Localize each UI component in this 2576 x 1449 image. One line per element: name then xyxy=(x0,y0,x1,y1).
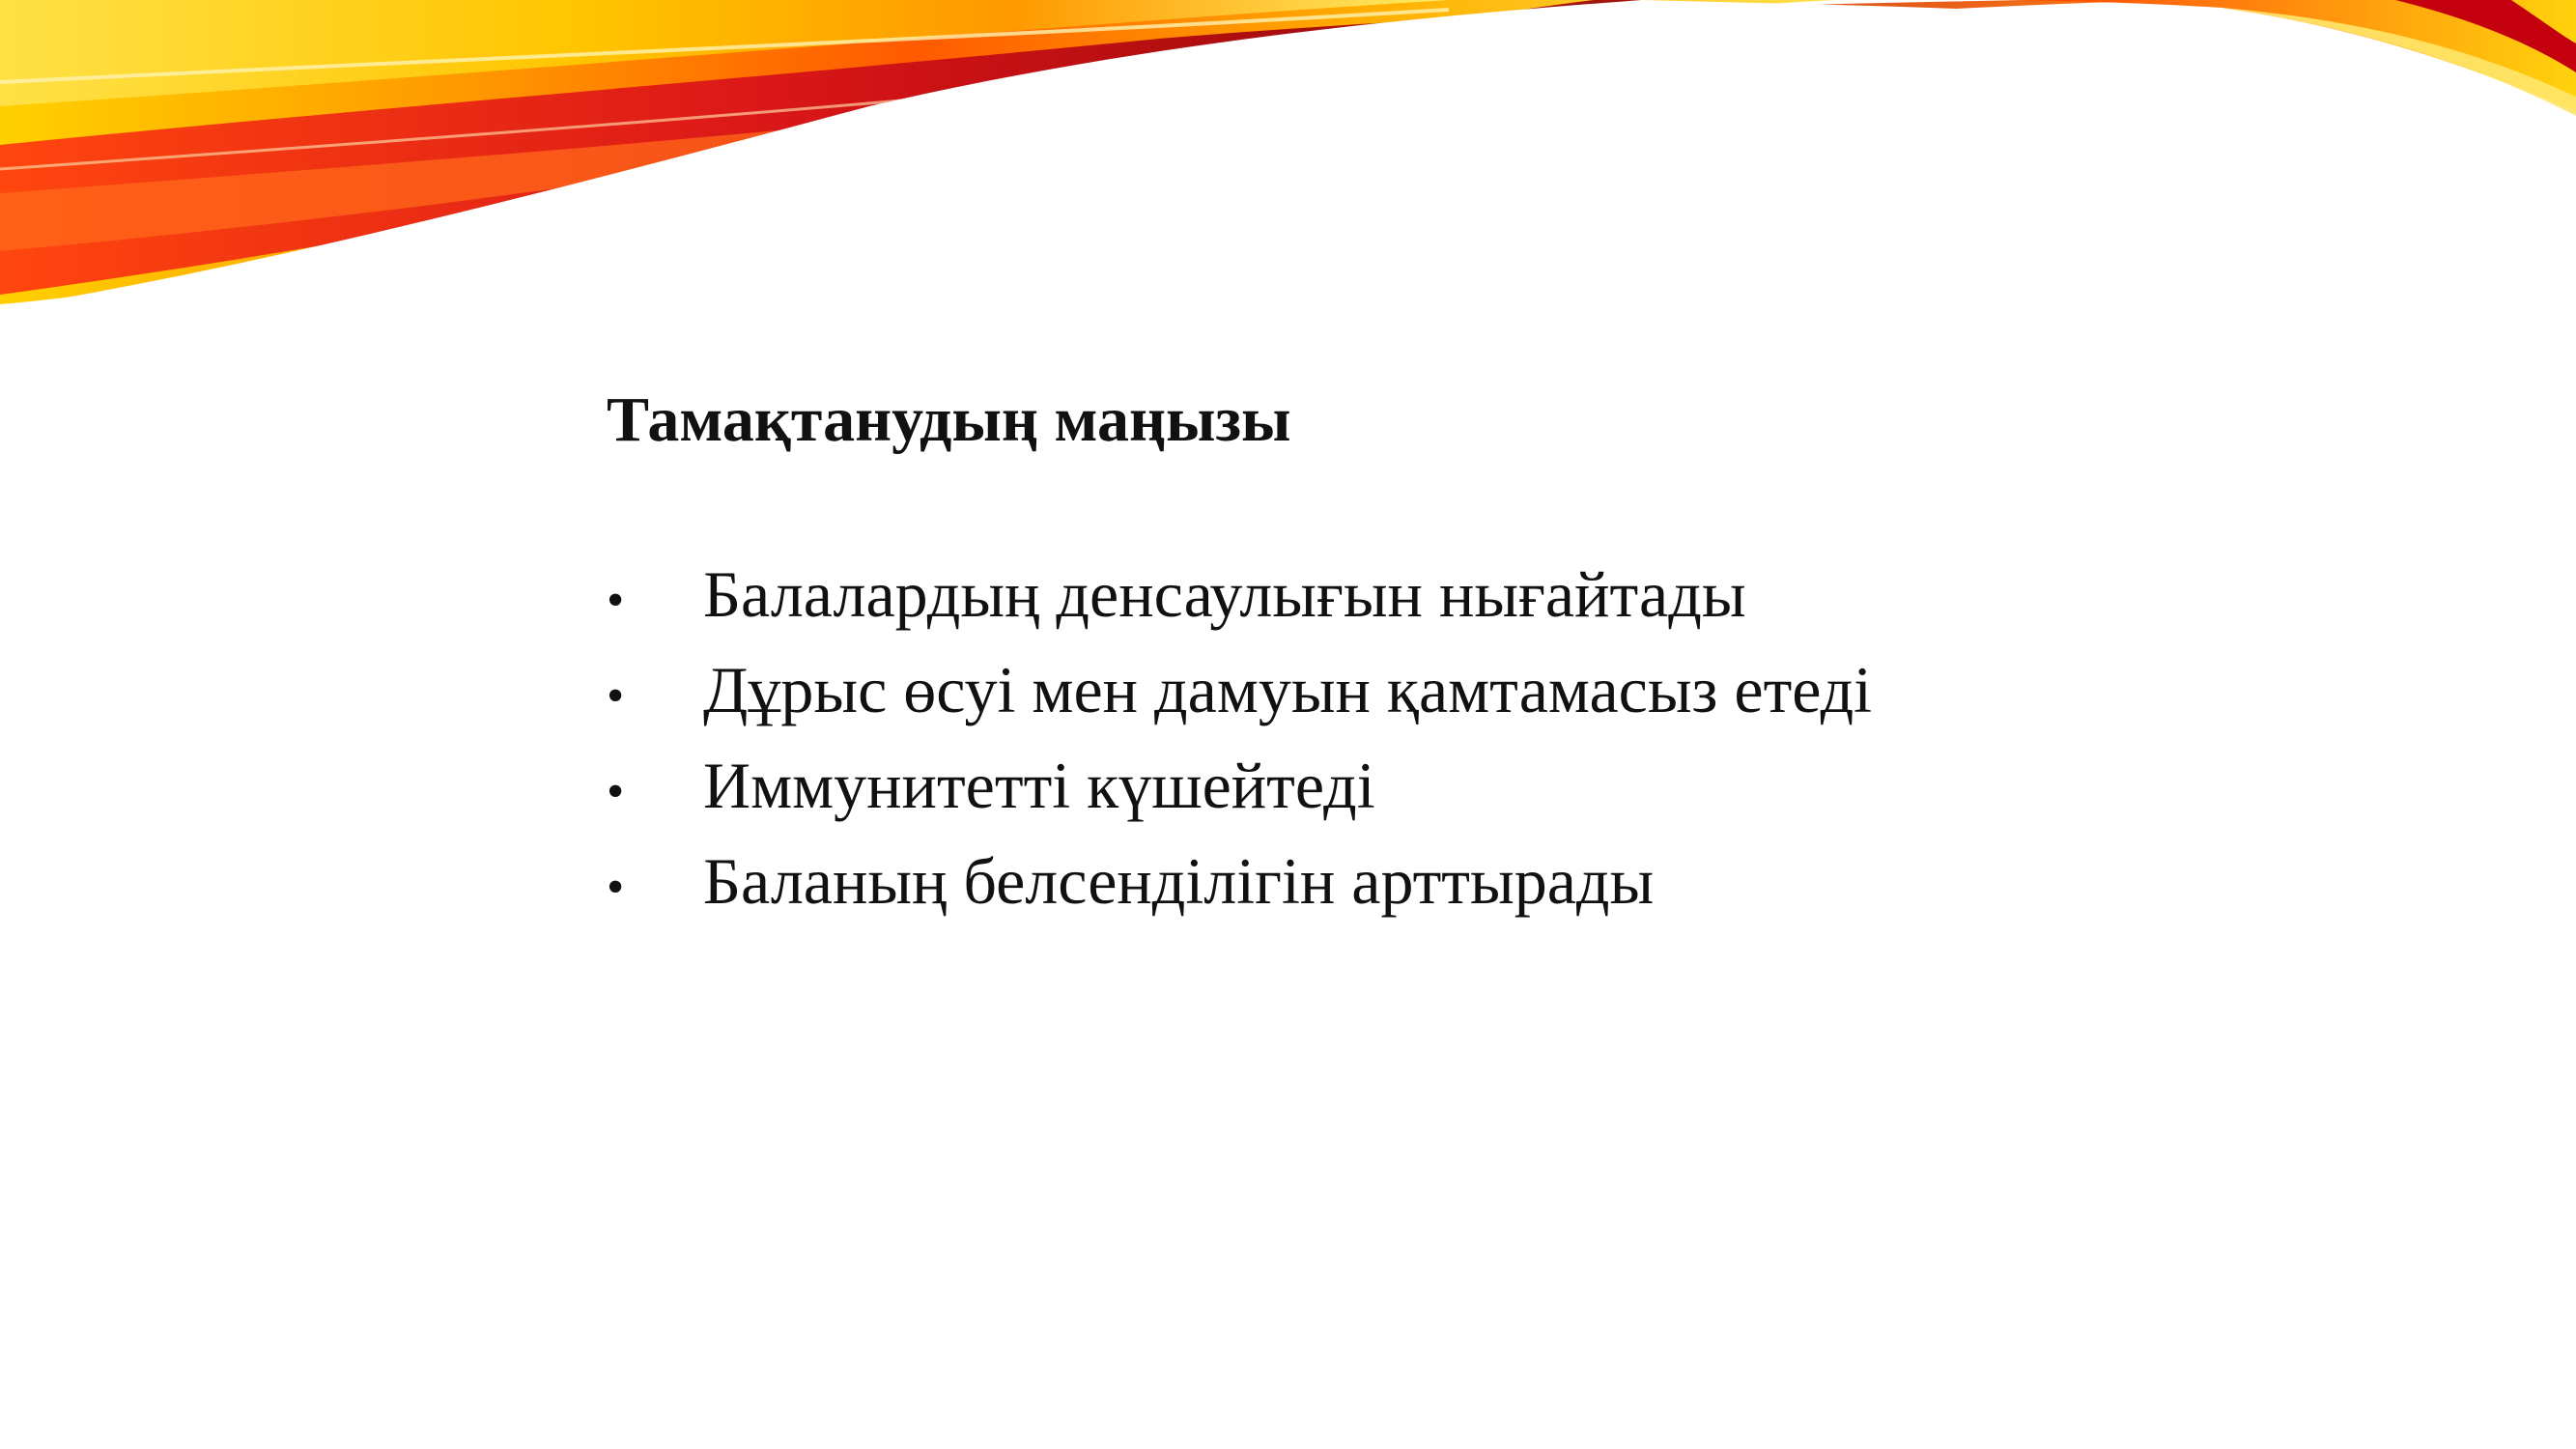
bullet-list xyxy=(607,550,2442,932)
bullet-icon: • xyxy=(607,860,625,916)
bullet-icon: • xyxy=(607,668,625,724)
bullet-text: Дұрыс өсуі мен дамуын қамтамасыз етеді xyxy=(703,653,1873,727)
bullet-text: Балалардың денсаулығын нығайтады xyxy=(703,557,1746,632)
bullet-text: Иммунитетті күшейтеді xyxy=(703,749,1375,823)
slide-title: Тамақтанудың маңызы xyxy=(607,384,1291,455)
list-item xyxy=(607,837,2442,932)
bullet-text: Баланың белсенділігін арттырады xyxy=(703,844,1655,919)
list-item xyxy=(607,741,2442,837)
bullet-icon: • xyxy=(607,764,625,820)
list-item xyxy=(607,645,2442,741)
slide-content xyxy=(607,382,2442,932)
list-item xyxy=(607,550,2442,645)
decorative-swoosh-banner xyxy=(0,0,2576,319)
bullet-icon: • xyxy=(607,573,625,629)
